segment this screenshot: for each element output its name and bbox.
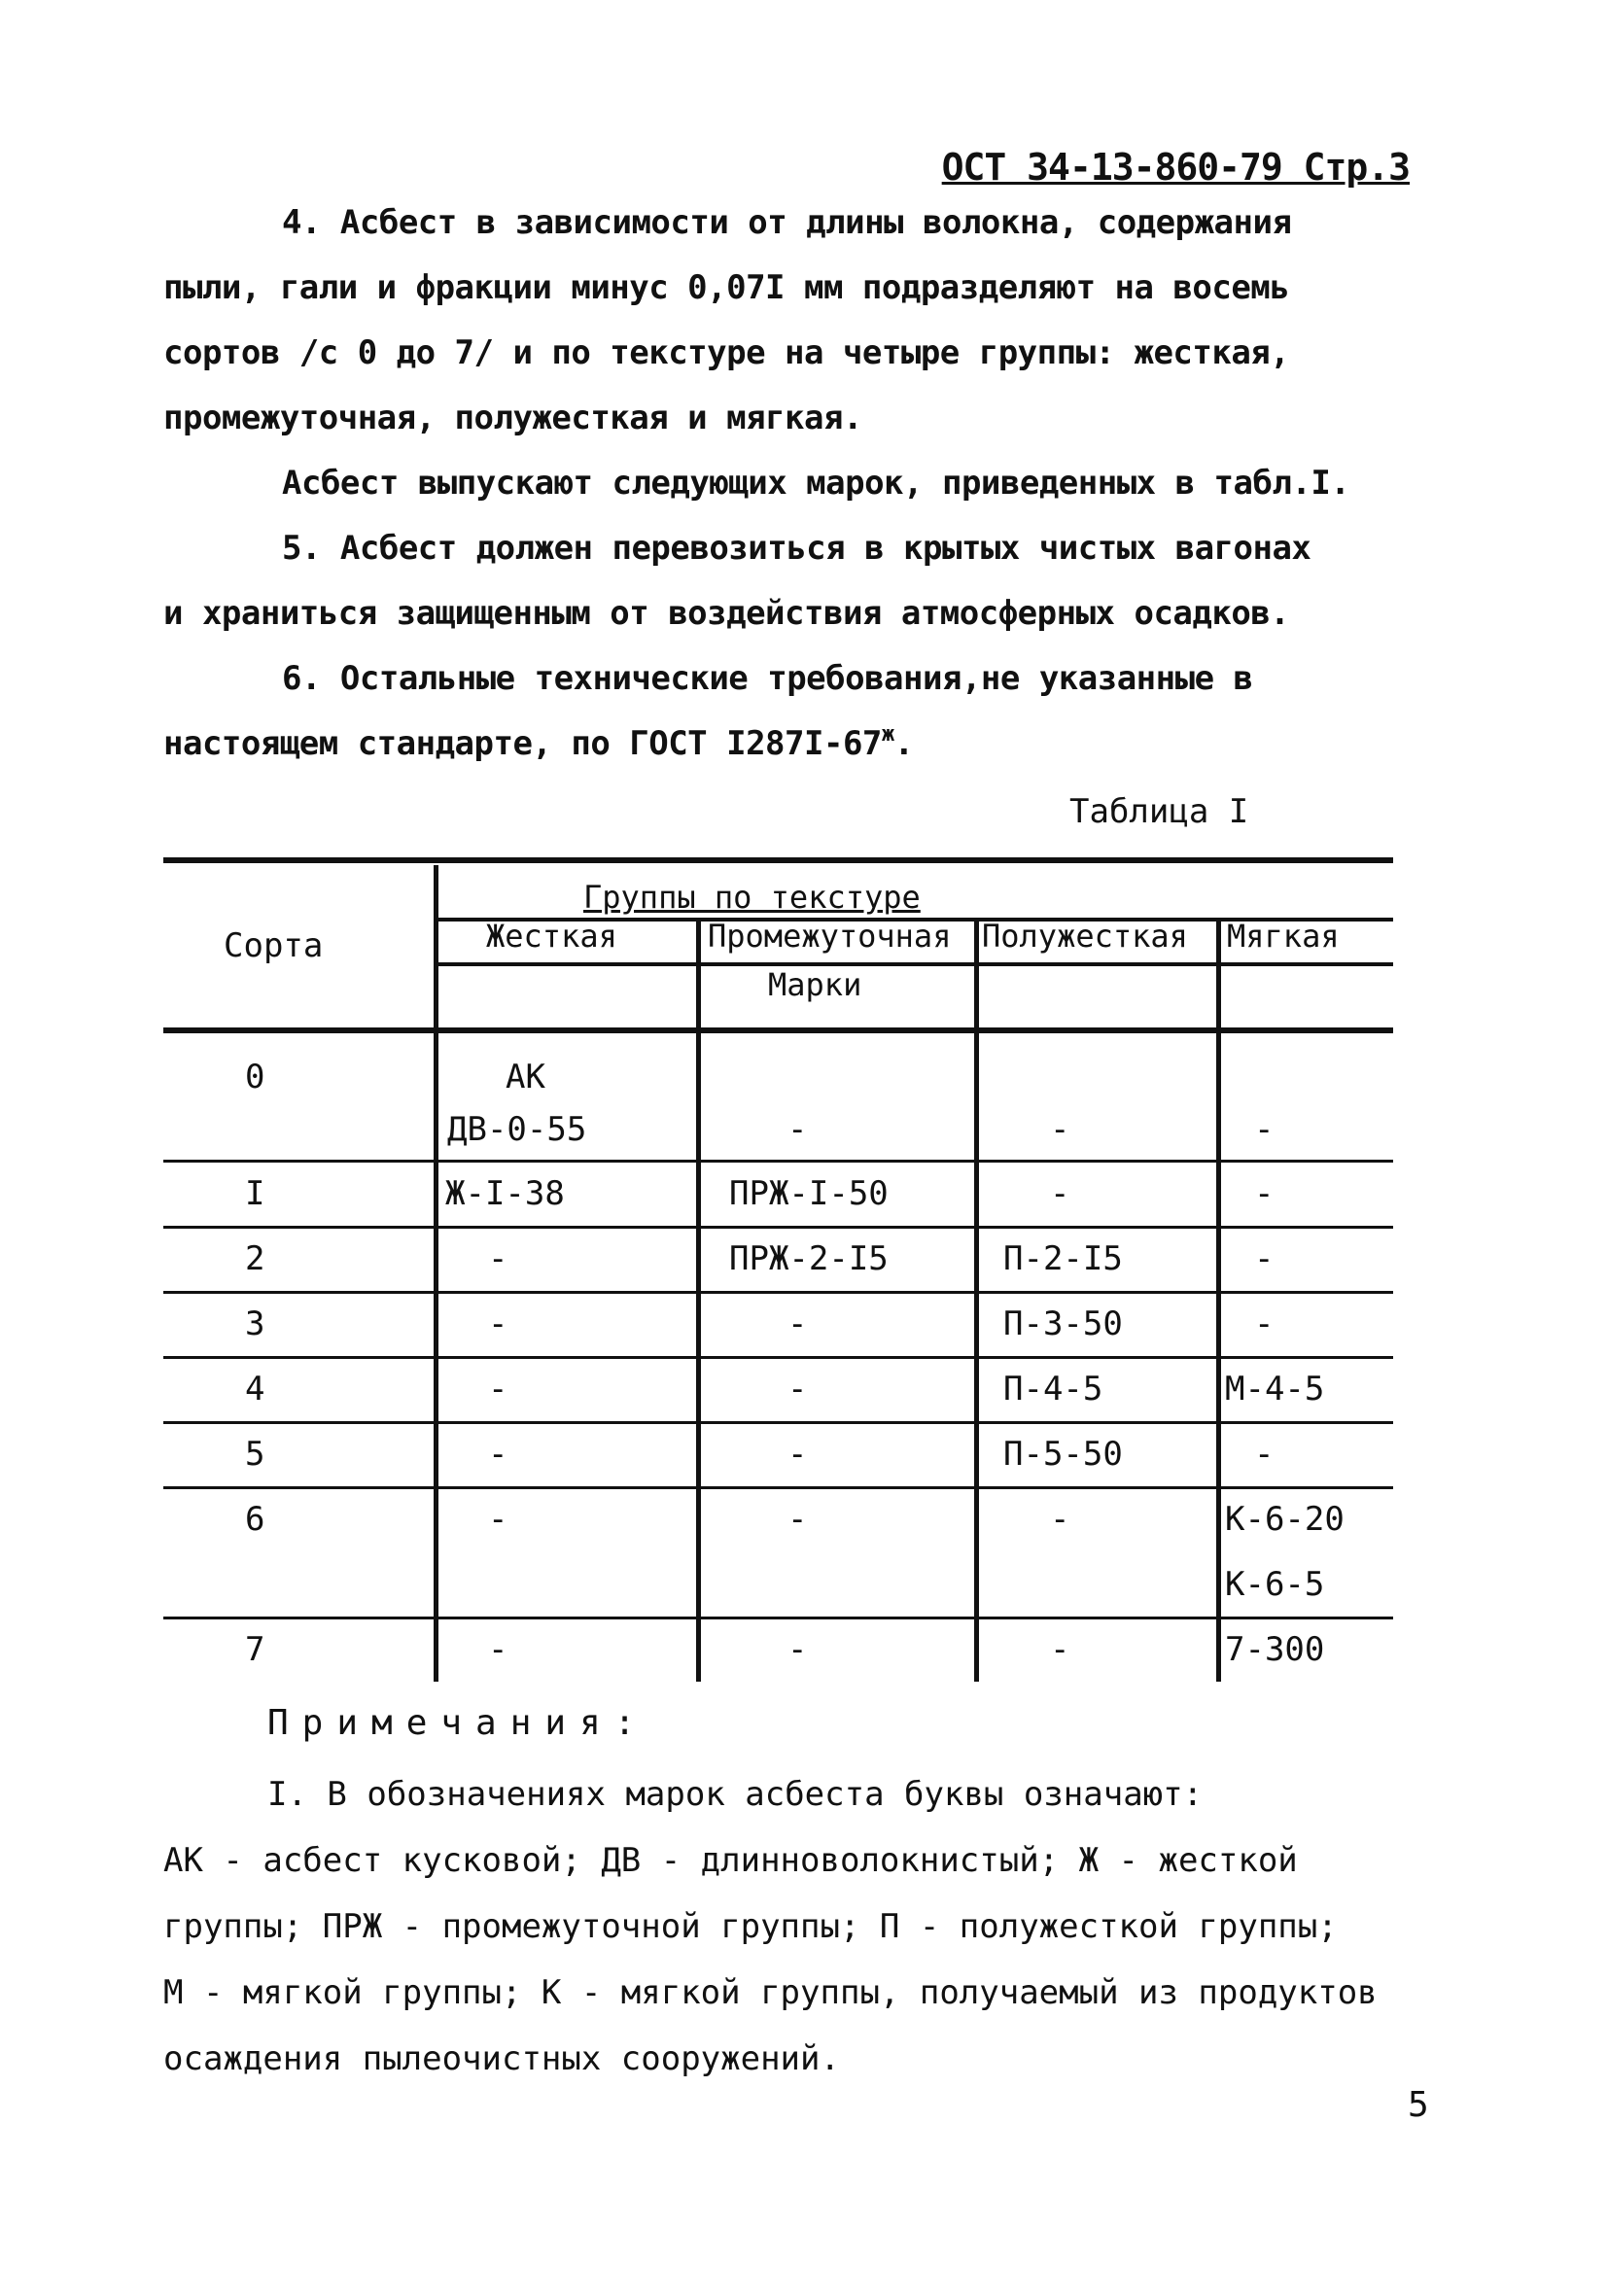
paragraph-4-line-1: 4. Асбест в зависимости от длины волокна, содержания (282, 203, 1292, 242)
note-line-2: АК - асбест кусковой; ДВ - длинноволокнистый; Ж - жесткой (163, 1841, 1298, 1880)
note-line-3: группы; ПРЖ - промежуточной группы; П - полужесткой группы; (163, 1907, 1338, 1946)
row-3-hard: - (488, 1305, 508, 1343)
col-rule-2 (696, 920, 701, 1682)
col-rule-4 (1216, 920, 1221, 1682)
row-1-soft: - (1254, 1174, 1275, 1213)
row-rule-6 (163, 1486, 1393, 1489)
row-3-soft: - (1254, 1305, 1275, 1343)
row-rule-2 (163, 1226, 1393, 1229)
row-6-intermediate: - (787, 1500, 808, 1539)
row-3-grade: 3 (245, 1305, 265, 1343)
paragraph-6-end: . (893, 724, 914, 763)
row-5-intermediate: - (787, 1435, 808, 1474)
header-intermediate: Промежуточная (708, 918, 952, 955)
header-soft: Мягкая (1227, 918, 1340, 955)
row-0-intermediate: - (787, 1110, 808, 1149)
row-7-hard: - (488, 1630, 508, 1669)
table-top-rule (163, 857, 1393, 863)
header-marks: Марки (768, 966, 862, 1003)
notes-title: Примечания: (267, 1703, 649, 1743)
asterisk-mark: ж (881, 722, 894, 747)
note-line-5: осаждения пылеочистных сооружений. (163, 2039, 840, 2078)
row-1-grade: I (245, 1174, 265, 1213)
paragraph-marks-text: Асбест выпускают следующих марок, приведенных в табл.I. (282, 464, 1350, 503)
row-rule-5 (163, 1421, 1393, 1424)
paragraph-4-line-4: промежуточная, полужесткая и мягкая. (163, 399, 862, 437)
row-1-hard: Ж-I-38 (445, 1174, 565, 1213)
row-5-grade: 5 (245, 1435, 265, 1474)
paragraph-6-line-1: 6. Остальные технические требования,не указанные в (282, 659, 1253, 698)
page-number: 5 (1408, 2085, 1429, 2125)
paragraph-5 (163, 516, 1408, 646)
row-rule-4 (163, 1356, 1393, 1359)
col-rule-3 (974, 920, 979, 1682)
row-0-hard-1: АК (506, 1058, 545, 1096)
row-3-intermediate: - (787, 1305, 808, 1343)
row-rule-7 (163, 1617, 1393, 1619)
table-caption: Таблица I (1069, 792, 1249, 831)
row-6-soft-2: К-6-5 (1225, 1565, 1325, 1604)
row-4-soft: М-4-5 (1225, 1370, 1325, 1409)
row-rule-1 (163, 1160, 1393, 1163)
row-6-grade: 6 (245, 1500, 265, 1539)
col-rule-1 (434, 865, 438, 1682)
row-2-soft: - (1254, 1239, 1275, 1278)
row-7-intermediate: - (787, 1630, 808, 1669)
row-0-hard-2: ДВ-0-55 (447, 1110, 587, 1149)
row-4-semihard: П-4-5 (1003, 1370, 1103, 1409)
paragraph-4-line-3: сортов /с 0 до 7/ и по текстуре на четыре группы: жесткая, (163, 333, 1290, 372)
paragraph-4-line-2: пыли, гали и фракции минус 0,07I мм подразделяют на восемь (163, 268, 1290, 307)
paragraph-5-line-1: 5. Асбест должен перевозиться в крытых чистых вагонах (282, 529, 1311, 568)
table-columns-rule (436, 962, 1393, 966)
row-7-soft: 7-300 (1225, 1630, 1325, 1669)
row-5-hard: - (488, 1435, 508, 1474)
header-semihard: Полужесткая (982, 918, 1188, 955)
row-3-semihard: П-3-50 (1003, 1305, 1123, 1343)
notes-body (163, 1761, 1427, 2092)
row-1-intermediate: ПРЖ-I-50 (729, 1174, 889, 1213)
header-hard: Жесткая (486, 918, 617, 955)
row-0-soft: - (1254, 1110, 1275, 1149)
table-header-bottom-rule (163, 1027, 1393, 1033)
row-4-hard: - (488, 1370, 508, 1409)
row-2-semihard: П-2-I5 (1003, 1239, 1123, 1278)
row-6-hard: - (488, 1500, 508, 1539)
row-5-semihard: П-5-50 (1003, 1435, 1123, 1474)
header-groups: Группы по текстуре (583, 879, 921, 916)
row-2-hard: - (488, 1239, 508, 1278)
row-6-soft-1: К-6-20 (1225, 1500, 1345, 1539)
row-1-semihard: - (1050, 1174, 1070, 1213)
row-0-grade: 0 (245, 1058, 265, 1096)
paragraph-5-line-2: и храниться защищенным от воздействия атмосферных осадков. (163, 594, 1290, 633)
row-7-grade: 7 (245, 1630, 265, 1669)
note-line-1: I. В обозначениях марок асбеста буквы означают: (267, 1775, 1204, 1814)
row-2-grade: 2 (245, 1239, 265, 1278)
paragraph-4 (163, 191, 1408, 451)
row-6-semihard: - (1050, 1500, 1070, 1539)
header-grade: Сорта (224, 926, 324, 965)
row-2-intermediate: ПРЖ-2-I5 (729, 1239, 889, 1278)
row-7-semihard: - (1050, 1630, 1070, 1669)
paragraph-marks (163, 451, 1408, 516)
document-reference: ОСТ 34-13-860-79 Стр.3 (941, 146, 1410, 189)
paragraph-6 (163, 646, 1408, 777)
paragraph-6-line-2: настоящем стандарте, по ГОСТ I287I-67 (163, 724, 882, 763)
row-4-grade: 4 (245, 1370, 265, 1409)
row-4-intermediate: - (787, 1370, 808, 1409)
row-rule-3 (163, 1291, 1393, 1294)
note-line-4: М - мягкой группы; К - мягкой группы, получаемый из продуктов (163, 1973, 1378, 2012)
row-0-semihard: - (1050, 1110, 1070, 1149)
row-5-soft: - (1254, 1435, 1275, 1474)
